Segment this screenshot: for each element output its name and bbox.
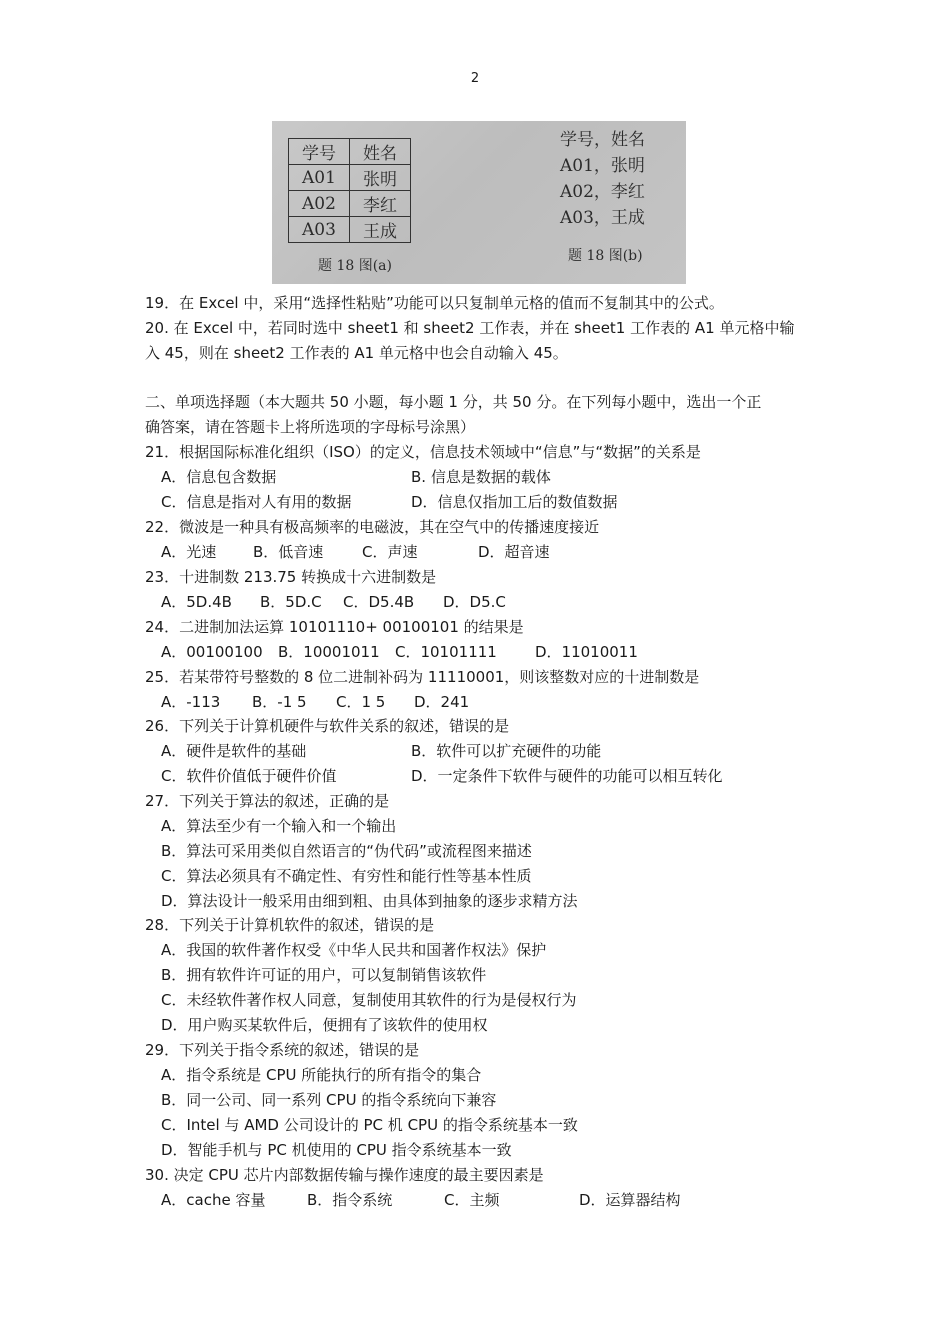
question-30-option-d: D．运算器结构 <box>579 1191 681 1209</box>
question-25-option-a: A．-113 <box>161 693 221 711</box>
question-29-option-a: A．指令系统是 CPU 所能执行的所有指令的集合 <box>161 1066 482 1084</box>
question-26-option-a: A．硬件是软件的基础 <box>161 742 307 760</box>
question-23-stem: 23．十进制数 213.75 转换成十六进制数是 <box>145 568 437 586</box>
question-23-option-b: B．5D.C <box>260 593 322 611</box>
table-cell: 李红 <box>350 191 411 217</box>
question-28-option-d: D．用户购买某软件后，便拥有了该软件的使用权 <box>161 1016 488 1034</box>
table-row <box>289 191 411 217</box>
question-26-option-d: D．一定条件下软件与硬件的功能可以相互转化 <box>411 767 723 785</box>
question-30-option-b: B．指令系统 <box>307 1191 393 1209</box>
question-21-stem: 21．根据国际标准化组织（ISO）的定义，信息技术领域中“信息”与“数据”的关系是 <box>145 443 701 461</box>
question-21-option-c: C．信息是指对人有用的数据 <box>161 493 352 511</box>
question-24-option-b: B．10001011 <box>278 643 380 661</box>
question-27-option-b: B．算法可采用类似自然语言的“伪代码”或流程图来描述 <box>161 842 532 860</box>
table-cell: A03 <box>289 217 350 243</box>
question-25-option-d: D．241 <box>414 693 470 711</box>
figure-18a-table <box>288 138 411 243</box>
question-26-stem: 26．下列关于计算机硬件与软件关系的叙述，错误的是 <box>145 717 510 735</box>
question-21-option-b: B. 信息是数据的载体 <box>411 468 551 486</box>
question-24-option-a: A．00100100 <box>161 643 263 661</box>
table-cell: 姓名 <box>350 139 411 165</box>
question-29-option-c: C．Intel 与 AMD 公司设计的 PC 机 CPU 的指令系统基本一致 <box>161 1116 578 1134</box>
question-19: 19．在 Excel 中，采用“选择性粘贴”功能可以只复制单元格的值而不复制其中的公式。 <box>145 294 724 312</box>
question-20-line2: 入 45，则在 sheet2 工作表的 A1 单元格中也会自动输入 45。 <box>145 344 568 362</box>
question-21-option-d: D．信息仅指加工后的数值数据 <box>411 493 618 511</box>
list-item: 学号，姓名 <box>560 130 645 150</box>
question-27-stem: 27．下列关于算法的叙述，正确的是 <box>145 792 390 810</box>
question-24-option-d: D．11010011 <box>535 643 638 661</box>
figure-18b-list <box>560 127 645 231</box>
question-22-option-d: D．超音速 <box>478 543 550 561</box>
question-24-stem: 24．二进制加法运算 10101110+ 00100101 的结果是 <box>145 618 524 636</box>
question-30-stem: 30. 决定 CPU 芯片内部数据传输与操作速度的最主要因素是 <box>145 1166 544 1184</box>
table-cell: 学号 <box>289 139 350 165</box>
question-24-option-c: C．10101111 <box>395 643 497 661</box>
list-item: A01，张明 <box>560 156 645 176</box>
question-27-option-a: A．算法至少有一个输入和一个输出 <box>161 817 397 835</box>
question-22-stem: 22．微波是一种具有极高频率的电磁波，其在空气中的传播速度接近 <box>145 518 600 536</box>
question-23-option-d: D．D5.C <box>443 593 506 611</box>
table-row <box>289 165 411 191</box>
question-23-option-a: A．5D.4B <box>161 593 232 611</box>
question-28-option-c: C．未经软件著作权人同意，复制使用其软件的行为是侵权行为 <box>161 991 577 1009</box>
section-2-heading-line2: 确答案，请在答题卡上将所选项的字母标号涂黑） <box>145 418 476 436</box>
table-cell: A02 <box>289 191 350 217</box>
question-26-option-c: C．软件价值低于硬件价值 <box>161 767 337 785</box>
question-25-option-b: B．-1 5 <box>252 693 307 711</box>
question-27-option-c: C．算法必须具有不确定性、有穷性和能行性等基本性质 <box>161 867 532 885</box>
list-item: A02，李红 <box>560 182 645 202</box>
question-30-option-c: C．主频 <box>444 1191 500 1209</box>
question-28-option-b: B．拥有软件许可证的用户，可以复制销售该软件 <box>161 966 487 984</box>
table-cell: 王成 <box>350 217 411 243</box>
table-row <box>289 217 411 243</box>
question-25-option-c: C．1 5 <box>336 693 386 711</box>
question-27-option-d: D．算法设计一般采用由细到粗、由具体到抽象的逐步求精方法 <box>161 892 578 910</box>
question-29-option-b: B．同一公司、同一系列 CPU 的指令系统向下兼容 <box>161 1091 497 1109</box>
table-cell: 张明 <box>350 165 411 191</box>
question-20-line1: 20. 在 Excel 中，若同时选中 sheet1 和 sheet2 工作表，并在 sheet1 工作表的 A1 单元格中输 <box>145 319 795 337</box>
question-28-stem: 28．下列关于计算机软件的叙述，错误的是 <box>145 916 435 934</box>
figure-18a-caption: 题 18 图(a) <box>318 258 392 274</box>
page-number: 2 <box>470 71 480 86</box>
figure-18b-caption: 题 18 图(b) <box>568 248 643 264</box>
question-22-option-a: A．光速 <box>161 543 217 561</box>
table-cell: A01 <box>289 165 350 191</box>
figure-18-photo <box>272 121 686 284</box>
list-item: A03，王成 <box>560 208 645 228</box>
question-29-option-d: D．智能手机与 PC 机使用的 CPU 指令系统基本一致 <box>161 1141 512 1159</box>
question-22-option-c: C．声速 <box>362 543 418 561</box>
question-28-option-a: A．我国的软件著作权受《中华人民共和国著作权法》保护 <box>161 941 547 959</box>
question-26-option-b: B．软件可以扩充硬件的功能 <box>411 742 602 760</box>
question-23-option-c: C．D5.4B <box>343 593 415 611</box>
question-30-option-a: A．cache 容量 <box>161 1191 266 1209</box>
question-22-option-b: B．低音速 <box>253 543 324 561</box>
table-row <box>289 139 411 165</box>
section-2-heading-line1: 二、单项选择题（本大题共 50 小题，每小题 1 分，共 50 分。在下列每小题中，选出一个正 <box>145 393 762 411</box>
question-29-stem: 29．下列关于指令系统的叙述，错误的是 <box>145 1041 420 1059</box>
question-21-option-a: A．信息包含数据 <box>161 468 277 486</box>
question-25-stem: 25．若某带符号整数的 8 位二进制补码为 11110001，则该整数对应的十进制数是 <box>145 668 700 686</box>
